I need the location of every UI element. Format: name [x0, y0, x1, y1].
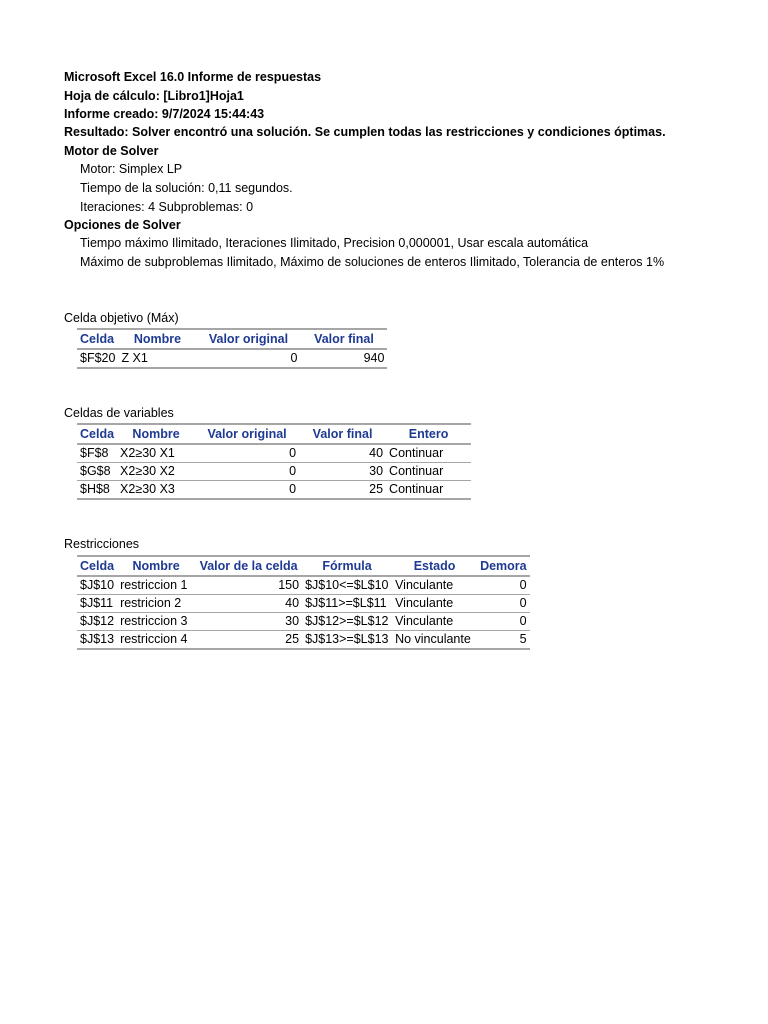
cell: $J$12>=$L$12: [305, 614, 389, 628]
cell: 25: [369, 482, 384, 496]
engine-heading: Motor de Solver: [64, 144, 159, 158]
cell: 0: [289, 464, 297, 478]
col-header: Valor final: [314, 332, 374, 346]
table-row: [77, 481, 471, 500]
cell: restriccion 1: [120, 578, 188, 592]
cell: restriccion 4: [120, 632, 188, 646]
cell: 30: [285, 614, 300, 628]
variables-table: [77, 423, 471, 500]
cell: 150: [278, 578, 300, 592]
solver-result: Resultado: Solver encontró una solución. Se cumplen todas las restricciones y condiciones óptimas.: [64, 125, 666, 139]
cell: restricion 2: [120, 596, 182, 610]
table-row: [77, 463, 471, 481]
col-header: Estado: [413, 559, 456, 573]
table-row: [77, 631, 530, 650]
cell: $F$20: [80, 351, 116, 365]
cell: $G$8: [80, 464, 111, 478]
options-line-1: Tiempo máximo Ilimitado, Iteraciones Ilimitado, Precision 0,000001, Usar escala automática: [80, 236, 589, 250]
cell: $J$11: [80, 596, 114, 610]
engine-line: Motor: Simplex LP: [80, 162, 183, 176]
cell: 25: [285, 632, 300, 646]
report-created: Informe creado: 9/7/2024 15:44:43: [64, 107, 265, 121]
report-title: Microsoft Excel 16.0 Informe de respuestas: [64, 70, 322, 84]
cell: 0: [290, 351, 298, 365]
cell: $J$11>=$L$11: [305, 596, 387, 610]
options-heading: Opciones de Solver: [64, 218, 181, 232]
cell: Vinculante: [395, 578, 454, 592]
cell: X2≥30 X3: [120, 482, 175, 496]
cell: Z X1: [121, 351, 148, 365]
col-header: Nombre: [132, 427, 180, 441]
cell: 40: [369, 446, 384, 460]
options-line-2: Máximo de subproblemas Ilimitado, Máximo de soluciones de enteros Ilimitado, Tolerancia de enteros 1%: [80, 255, 665, 269]
cell: X2≥30 X1: [120, 446, 175, 460]
objective-header-row: [77, 329, 387, 349]
cell: 0: [519, 596, 527, 610]
col-header: Fórmula: [322, 559, 372, 573]
cell: $J$13>=$L$13: [305, 632, 389, 646]
cell: $F$8: [80, 446, 109, 460]
table-row: [77, 349, 387, 368]
table-row: [77, 576, 530, 595]
cell: $H$8: [80, 482, 110, 496]
solution-time: Tiempo de la solución: 0,11 segundos.: [80, 181, 293, 195]
cell: Vinculante: [395, 614, 454, 628]
cell: 0: [519, 578, 527, 592]
col-header: Nombre: [132, 559, 180, 573]
cell: 40: [285, 596, 300, 610]
col-header: Demora: [480, 559, 527, 573]
cell: Vinculante: [395, 596, 454, 610]
table-row: [77, 613, 530, 631]
cell: Continuar: [389, 446, 444, 460]
cell: 0: [289, 482, 297, 496]
cell: 5: [519, 632, 527, 646]
cell: 0: [519, 614, 527, 628]
col-header: Celda: [80, 332, 115, 346]
cell: No vinculante: [395, 632, 471, 646]
cell: $J$13: [80, 632, 115, 646]
cell: 30: [369, 464, 384, 478]
iterations-line: Iteraciones: 4 Subproblemas: 0: [80, 200, 254, 214]
cell: Continuar: [389, 482, 444, 496]
objective-label: Celda objetivo (Máx): [64, 311, 179, 325]
col-header: Valor original: [207, 427, 287, 441]
table-row: [77, 444, 471, 463]
variables-label: Celdas de variables: [64, 406, 174, 420]
col-header: Entero: [408, 427, 449, 441]
cell: Continuar: [389, 464, 444, 478]
cell: $J$10<=$L$10: [305, 578, 389, 592]
col-header: Valor de la celda: [199, 559, 298, 573]
col-header: Valor original: [208, 332, 289, 346]
constraints-label: Restricciones: [64, 537, 140, 551]
cell: $J$10: [80, 578, 115, 592]
table-row: [77, 595, 530, 613]
constraints-table: [77, 555, 530, 650]
constraints-header-row: [77, 556, 530, 576]
cell: restriccion 3: [120, 614, 188, 628]
col-header: Celda: [80, 427, 115, 441]
variables-header-row: [77, 424, 471, 444]
cell: 0: [289, 446, 297, 460]
cell: X2≥30 X2: [120, 464, 175, 478]
objective-table: [77, 328, 387, 369]
sheet-name: Hoja de cálculo: [Libro1]Hoja1: [64, 89, 244, 103]
col-header: Celda: [80, 559, 115, 573]
cell: $J$12: [80, 614, 115, 628]
cell: 940: [363, 351, 385, 365]
col-header: Nombre: [133, 332, 182, 346]
col-header: Valor final: [312, 427, 373, 441]
